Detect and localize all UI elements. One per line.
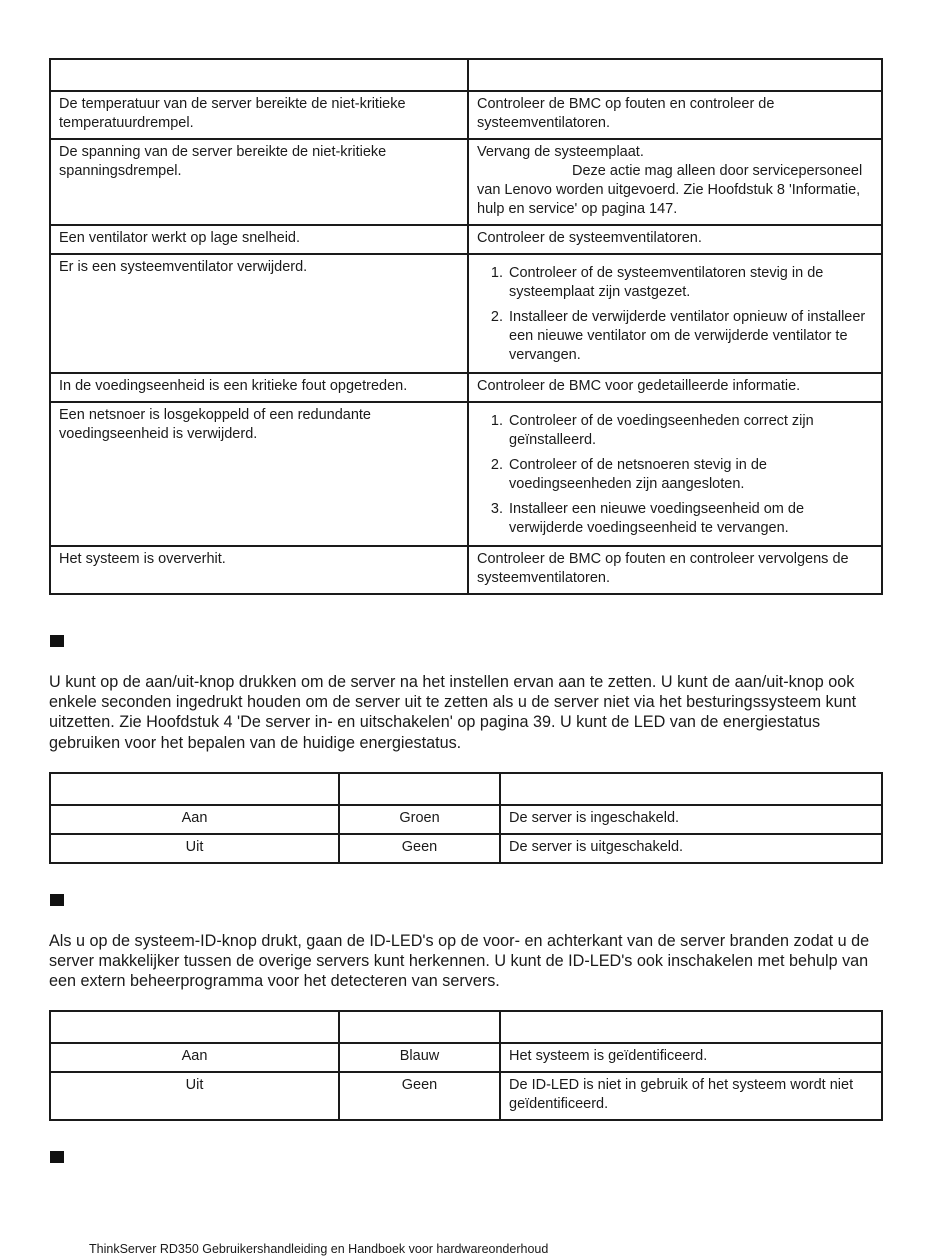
table-row xyxy=(50,546,882,594)
action-step: 3. Installeer een nieuwe voedingseenheid om de verwijderde voedingseenheid te vervangen. xyxy=(507,500,873,538)
action-note-text: Deze actie mag alleen door servicepersoneel van Lenovo worden uitgevoerd. Zie Hoofdstuk 8 'Informatie, hulp en service' op pagina 147. xyxy=(477,163,863,217)
table-header-cell xyxy=(500,773,882,805)
table-row xyxy=(50,805,882,834)
action-cell xyxy=(468,254,882,373)
condition-cell: Een ventilator werkt op lage snelheid. xyxy=(50,225,468,254)
table-header-row xyxy=(50,773,882,805)
table-header-cell xyxy=(500,1011,882,1043)
section-bullet-icon xyxy=(50,1151,64,1163)
table-row xyxy=(50,254,882,373)
system-id-paragraph: Als u op de systeem-ID-knop drukt, gaan de ID-LED's op de voor- en achterkant van de server branden zodat u de server makkelijker tussen de overige servers kunt herkennen. U kunt de ID-LED's ook inschakelen met behulp van een extern beheerprogramma voor het detecteren van servers. xyxy=(49,932,870,991)
table-row xyxy=(50,402,882,546)
color-cell: Geen xyxy=(339,834,500,863)
action-step: 1. Controleer of de systeemventilatoren stevig in de systeemplaat zijn vastgezet. xyxy=(507,264,873,302)
color-cell: Geen xyxy=(339,1072,500,1120)
condition-cell: Een netsnoer is losgekoppeld of een redundante voedingseenheid is verwijderd. xyxy=(50,402,468,546)
section-bullet-icon xyxy=(50,894,64,906)
description-cell: De server is ingeschakeld. xyxy=(500,805,882,834)
action-text: Vervang de systeemplaat. xyxy=(477,144,644,160)
action-cell xyxy=(468,139,882,225)
color-cell: Blauw xyxy=(339,1043,500,1072)
condition-cell: In de voedingseenheid is een kritieke fout opgetreden. xyxy=(50,373,468,402)
action-cell: Controleer de BMC op fouten en controleer de systeemventilatoren. xyxy=(468,91,882,139)
action-note xyxy=(477,162,873,219)
table-row xyxy=(50,373,882,402)
table-header-cell xyxy=(468,59,882,91)
table-row xyxy=(50,139,882,225)
section-bullet-icon xyxy=(50,635,64,647)
table-row xyxy=(50,834,882,863)
status-cell: Uit xyxy=(50,834,339,863)
action-cell: Controleer de BMC voor gedetailleerde informatie. xyxy=(468,373,882,402)
action-steps xyxy=(477,264,873,365)
status-cell: Aan xyxy=(50,805,339,834)
action-step: 2. Installeer de verwijderde ventilator opnieuw of installeer een nieuwe ventilator om de verwijderde ventilator te vervangen. xyxy=(507,308,873,365)
table-header-cell xyxy=(50,1011,339,1043)
description-cell: De ID-LED is niet in gebruik of het systeem wordt niet geïdentificeerd. xyxy=(500,1072,882,1120)
power-led-table xyxy=(49,772,883,864)
action-cell xyxy=(468,402,882,546)
table-header-row xyxy=(50,59,882,91)
condition-cell: De temperatuur van de server bereikte de niet-kritieke temperatuurdrempel. xyxy=(50,91,468,139)
table-header-cell xyxy=(339,773,500,805)
table-header-cell xyxy=(339,1011,500,1043)
status-action-table xyxy=(49,58,883,595)
description-cell: Het systeem is geïdentificeerd. xyxy=(500,1043,882,1072)
table-header-cell xyxy=(50,773,339,805)
action-step: 1. Controleer of de voedingseenheden correct zijn geïnstalleerd. xyxy=(507,412,873,450)
status-cell: Aan xyxy=(50,1043,339,1072)
condition-cell: Het systeem is oververhit. xyxy=(50,546,468,594)
id-led-table xyxy=(49,1010,883,1121)
page-footer: ThinkServer RD350 Gebruikershandleiding en Handboek voor hardwareonderhoud xyxy=(89,1242,549,1256)
action-cell: Controleer de systeemventilatoren. xyxy=(468,225,882,254)
action-cell: Controleer de BMC op fouten en controleer vervolgens de systeemventilatoren. xyxy=(468,546,882,594)
condition-cell: Er is een systeemventilator verwijderd. xyxy=(50,254,468,373)
description-cell: De server is uitgeschakeld. xyxy=(500,834,882,863)
table-row xyxy=(50,91,882,139)
status-cell: Uit xyxy=(50,1072,339,1120)
power-button-paragraph: U kunt op de aan/uit-knop drukken om de server na het instellen ervan aan te zetten. U kunt de aan/uit-knop ook enkele seconden ingedrukt houden om de server uit te zetten als u de server niet via het besturingssysteem kunt uitzetten. Zie Hoofdstuk 4 'De server in- en uitschakelen' op pagina 39. U kunt de LED van de energiestatus gebruiken voor het bepalen van de huidige energiestatus. xyxy=(49,673,857,752)
table-row xyxy=(50,1072,882,1120)
condition-cell: De spanning van de server bereikte de niet-kritieke spanningsdrempel. xyxy=(50,139,468,225)
table-row xyxy=(50,225,882,254)
table-row xyxy=(50,1043,882,1072)
action-step: 2. Controleer of de netsnoeren stevig in de voedingseenheden zijn aangesloten. xyxy=(507,456,873,494)
action-steps xyxy=(477,412,873,538)
table-header-row xyxy=(50,1011,882,1043)
table-header-cell xyxy=(50,59,468,91)
color-cell: Groen xyxy=(339,805,500,834)
